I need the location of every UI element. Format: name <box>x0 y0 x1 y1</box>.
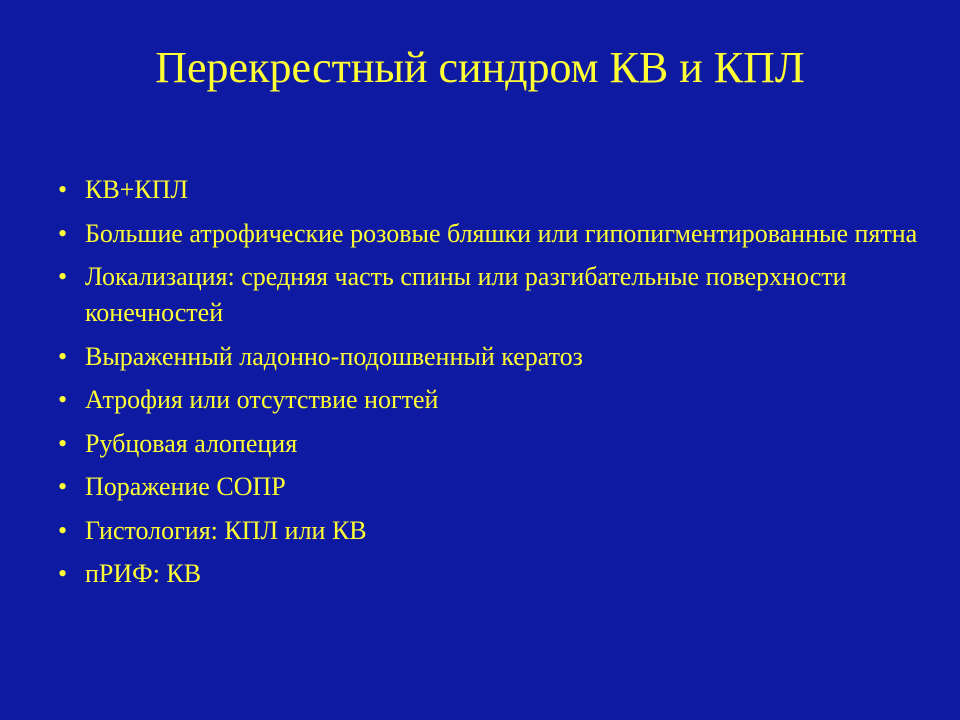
bullet-text: Атрофия или отсутствие ногтей <box>85 385 439 414</box>
bullet-item <box>58 469 918 505</box>
bullet-marker: • <box>58 559 68 588</box>
bullet-item <box>58 513 918 549</box>
bullet-item <box>58 216 918 252</box>
bullet-item <box>58 426 918 462</box>
bullet-marker: • <box>58 385 68 414</box>
bullet-item <box>58 339 918 375</box>
bullet-list <box>58 172 918 600</box>
bullet-marker: • <box>58 515 68 545</box>
bullet-marker: • <box>58 341 68 371</box>
bullet-marker: • <box>58 218 68 248</box>
bullet-text: пРИФ: КВ <box>85 559 202 588</box>
bullet-text: Рубцовая алопеция <box>85 428 298 458</box>
slide-title: Перекрестный синдром КВ и КПЛ <box>155 43 805 92</box>
bullet-marker: • <box>58 428 68 458</box>
bullet-text: Поражение СОПР <box>85 472 286 501</box>
bullet-marker: • <box>58 175 68 204</box>
bullet-item <box>58 556 918 592</box>
bullet-item <box>58 172 918 208</box>
bullet-item <box>58 382 918 418</box>
bullet-marker: • <box>58 262 68 291</box>
bullet-text: Выраженный ладонно-подошвенный кератоз <box>85 341 583 371</box>
bullet-item <box>58 259 918 331</box>
bullet-marker: • <box>58 472 68 501</box>
bullet-text: Гистология: КПЛ или КВ <box>85 515 367 545</box>
bullet-text: Локализация: средняя часть спины или разгибательные поверхности конечностей <box>85 262 847 327</box>
bullet-text: Большие атрофические розовые бляшки или гипопигментированные пятна <box>85 218 918 248</box>
bullet-text: КВ+КПЛ <box>85 175 189 204</box>
